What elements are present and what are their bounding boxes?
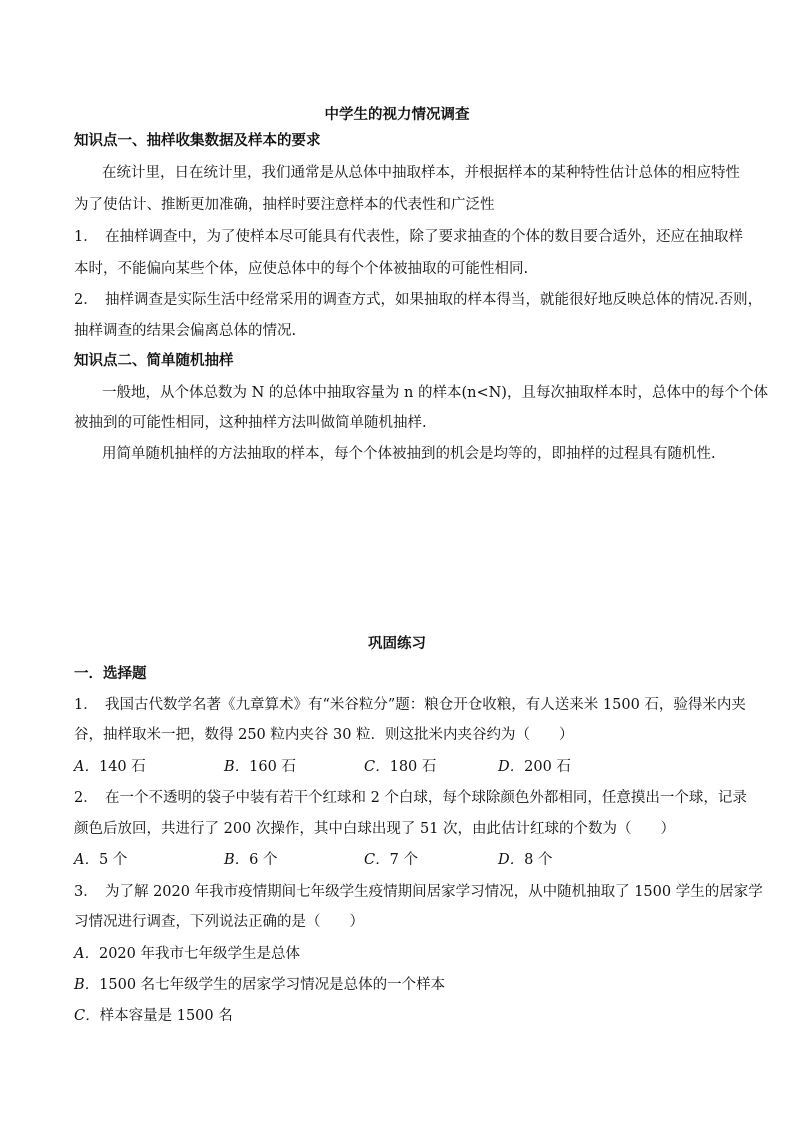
q1-option-a: A．140 石 [74,759,146,775]
q3-option-c: C．样本容量是 1500 名 [74,1008,233,1024]
question2-line: 2． 在一个不透明的袋子中装有若干个红球和 2 个白球，每个球除颜色外都相同，任意摸出一个球，记录 [74,790,747,806]
section2-paragraph-line: 用简单随机抽样的方法抽取的样本，每个个体被抽到的机会是均等的，即抽样的过程具有随机性. [102,446,716,462]
section1-paragraph-line: 在统计里，日在统计里，我们通常是从总体中抽取样本，并根据样本的某种特性估计总体的相应特性 [102,165,740,181]
section1-heading: 知识点一、抽样收集数据及样本的要求 [74,132,321,149]
question3-line: 3． 为了解 2020 年我市疫情期间七年级学生疫情期间居家学习情况，从中随机抽取了 1500 学生的居家学 [74,884,763,900]
q2-option-a: A．5 个 [74,852,128,868]
item2-line: 2． 抽样调查是实际生活中经常采用的调查方式，如果抽取的样本得当，就能很好地反映总体的情况.否则， [74,292,763,308]
item2-line: 抽样调查的结果会偏离总体的情况. [74,323,297,339]
q1-option-d: D．200 石 [498,759,571,775]
question1-line: 谷，抽样取米一把，数得 250 粒内夹谷 30 粒．则这批米内夹谷约为（ ） [74,727,574,743]
section2-paragraph-line: 被抽到的可能性相同，这种抽样方法叫做简单随机抽样. [74,415,427,431]
question2-line: 颜色后放回，共进行了 200 次操作，其中白球出现了 51 次，由此估计红球的个数为（ ） [74,821,676,837]
q1-option-b: B．160 石 [224,759,296,775]
section2-heading: 知识点二、简单随机抽样 [74,352,234,369]
practice-title: 巩固练习 [368,635,426,652]
q2-option-c: C．7 个 [364,852,418,868]
q2-option-d: D．8 个 [498,852,553,868]
q3-option-a: A．2020 年我市七年级学生是总体 [74,946,300,962]
question1-line: 1． 我国古代数学名著《九章算术》有“米谷粒分”题：粮仓开仓收粮，有人送来米 1500 石，验得米内夹 [74,697,746,713]
item1-line: 本时，不能偏向某些个体，应使总体中的每个个体被抽取的可能性相同. [74,261,529,277]
q1-option-c: C．180 石 [364,759,437,775]
page-title: 中学生的视力情况调查 [324,106,470,123]
item1-line: 1． 在抽样调查中，为了使样本尽可能具有代表性，除了要求抽查的个体的数目要合适外，还应在抽取样 [74,229,743,245]
section2-paragraph-line: 一般地，从个体总数为 N 的总体中抽取容量为 n 的样本(n<N)，且每次抽取样本时，总体中的每个个体 [102,385,768,401]
section1-paragraph-line: 为了使估计、推断更加准确，抽样时要注意样本的代表性和广泛性 [74,197,495,213]
question3-line: 习情况进行调查，下列说法正确的是（ ） [74,914,364,930]
choice-section-heading: 一．选择题 [74,665,147,682]
q3-option-b: B．1500 名七年级学生的居家学习情况是总体的一个样本 [74,977,446,993]
q2-option-b: B．6 个 [224,852,278,868]
